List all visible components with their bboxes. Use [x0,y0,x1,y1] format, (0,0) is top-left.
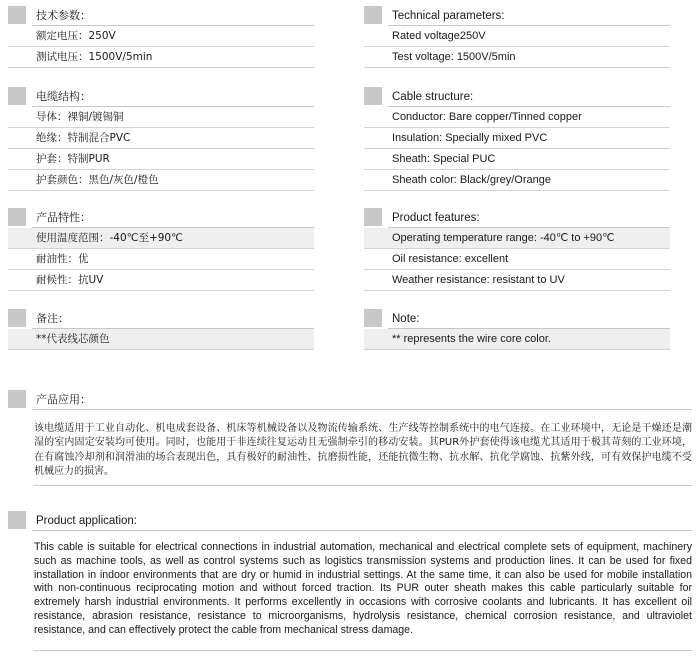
section-title: 产品特性： [36,211,91,224]
spec-row: ** represents the wire core color. [364,329,670,350]
spec-row: 护套：特制PUR [8,149,314,170]
section-title: 电缆结构： [36,90,91,103]
spec-row: 导体：裸铜/镀锡铜 [8,107,314,128]
section-header [8,208,314,228]
section-header [8,511,692,531]
spec-row: 额定电压：250V [8,26,314,47]
en-application-paragraph: This cable is suitable for electrical connections in industrial automation, mechanical and electrical complete sets of equipment, machinery such as machine tools, as well as control systems such as logistics transmission systems and production lines. It can be used for fixed installation in indoor environments that are dry or humid in industrial settings. At the same time, it can also be used for mobile installation with non-continuous reciprocating motion and without forced traction. Its PUR outer sheath makes this cable particularly suitable for extremely harsh industrial environments. It performs excellently in occasions with corrosive coolants and lubricants. It has excellent oil resistance, abrasion resistance, resistance to microorganisms, hydrolysis resistance, chemical corrosion resistance, and ultraviolet resistance, and can effectively protect the cable from mechanical stress damage. [34,541,692,636]
section-header [8,390,692,410]
header-square-icon [8,87,26,105]
en-technical-parameters [364,6,670,68]
section-header [364,309,670,329]
section-title: Note: [392,313,420,325]
section-title: Product application: [36,515,138,527]
header-square-icon [364,309,382,327]
header-square-icon [364,87,382,105]
spec-row: Weather resistance: resistant to UV [364,270,670,291]
spec-row: Conductor: Bare copper/Tinned copper [364,107,670,128]
spec-row: 测试电压：1500V/5min [8,47,314,68]
section-title: Product features: [392,212,480,224]
spec-row: 耐油性：优 [8,249,314,270]
section-header [8,6,314,26]
spec-row: 护套颜色：黑色/灰色/橙色 [8,170,314,191]
header-rule [32,530,692,531]
cn-technical-parameters [8,6,314,68]
header-rule [32,328,314,329]
spec-row: Sheath: Special PUC [364,149,670,170]
en-note [364,309,670,350]
spec-row: Operating temperature range: -40℃ to +90℃ [364,228,670,249]
section-header [364,6,670,26]
section-title: 备注： [36,312,69,325]
header-square-icon [364,208,382,226]
header-rule [388,227,670,228]
header-square-icon [364,6,382,24]
spec-row: 绝缘：特制混合PVC [8,128,314,149]
header-rule [388,328,670,329]
header-rule [388,106,670,107]
header-square-icon [8,390,26,408]
header-rule [32,106,314,107]
spec-row: Sheath color: Black/grey/Orange [364,170,670,191]
divider [34,650,692,651]
section-title: 技术参数： [36,9,91,22]
divider [34,485,692,486]
header-rule [32,227,314,228]
section-header [8,87,314,107]
cn-cable-structure [8,87,314,191]
section-title: 产品应用： [36,393,91,406]
spec-row: Oil resistance: excellent [364,249,670,270]
spec-row: 使用温度范围：-40℃至+90℃ [8,228,314,249]
en-product-application [8,511,692,531]
header-rule [32,25,314,26]
section-header [8,309,314,329]
spec-row: Test voltage: 1500V/5min [364,47,670,68]
section-header [364,87,670,107]
section-title: Cable structure: [392,91,474,103]
spec-row: Rated voltage250V [364,26,670,47]
cn-product-application [8,390,692,410]
header-square-icon [8,511,26,529]
header-square-icon [8,6,26,24]
en-cable-structure [364,87,670,191]
header-square-icon [8,208,26,226]
cn-note [8,309,314,350]
header-rule [388,25,670,26]
spec-row: Insulation: Specially mixed PVC [364,128,670,149]
cn-product-features [8,208,314,291]
cn-application-paragraph: 该电缆适用于工业自动化、机电成套设备、机床等机械设备以及物流传输系统、生产线等控制系统中的电气连接。在工业环境中，无论是干燥还是潮湿的室内固定安装均可使用。同时，也能用于非连续往复运动且无强制牵引的移动安装。其PUR外护套使得该电缆尤其适用于极其苛刻的工业环境，在有腐蚀冷却剂和润滑油的场合表现出色，具有极好的耐油性、抗磨损性能，还能抗微生物、抗水解、抗化学腐蚀、抗紫外线，可有效保护电缆不受机械应力的损害。 [34,423,692,478]
section-title: Technical parameters: [392,10,505,22]
header-rule [32,409,692,410]
header-square-icon [8,309,26,327]
spec-row: 耐候性：抗UV [8,270,314,291]
en-product-features [364,208,670,291]
spec-row: **代表线芯颜色 [8,329,314,350]
section-header [364,208,670,228]
